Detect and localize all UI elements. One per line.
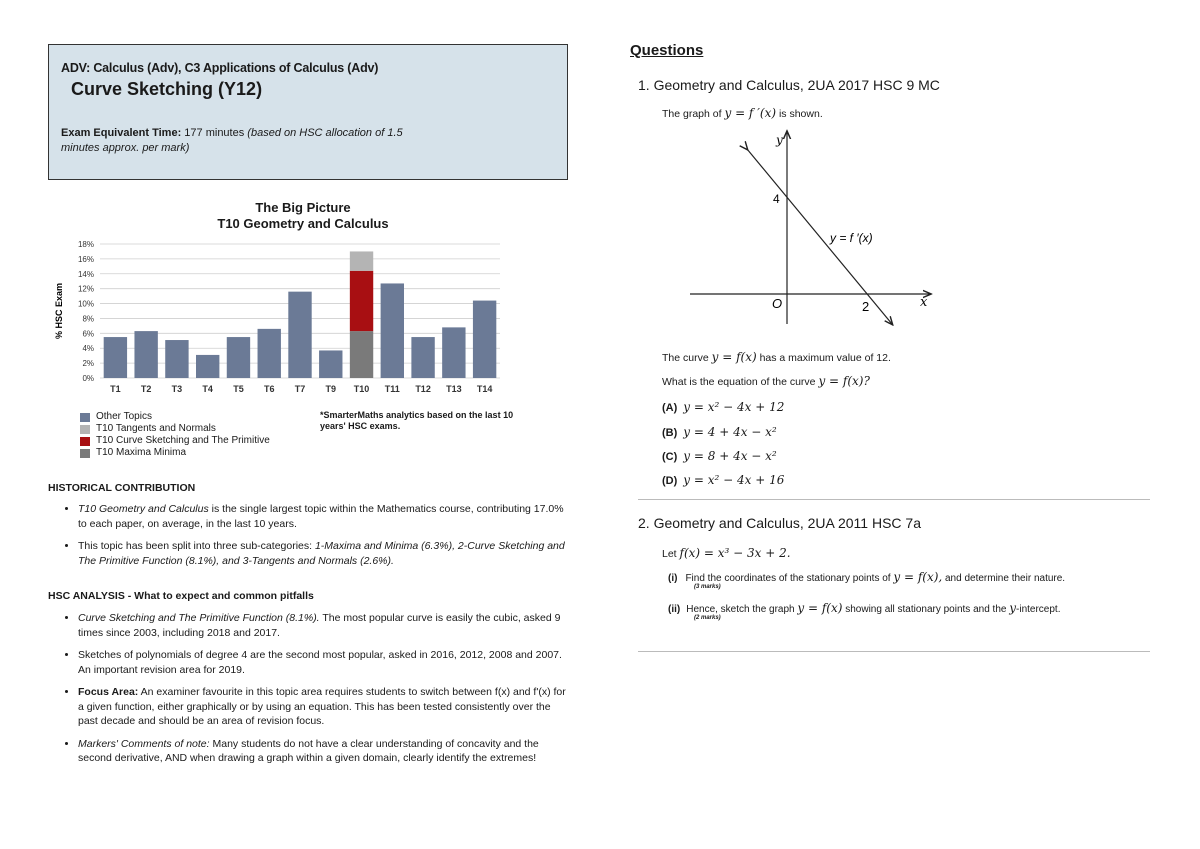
markers-comments-label: Markers' Comments of note: xyxy=(78,737,210,750)
bar-chart xyxy=(48,236,508,402)
origin-label: O xyxy=(772,296,783,311)
part-marks: (3 marks) xyxy=(694,584,721,590)
x-intercept-label: 2 xyxy=(862,299,870,314)
q1-graph xyxy=(680,124,940,334)
bar-t1 xyxy=(104,337,127,378)
bar-t3 xyxy=(165,340,188,378)
bar-t10 xyxy=(350,331,373,378)
part-text-end: -intercept. xyxy=(1016,604,1061,615)
part-text-mid: showing all stationary points and the xyxy=(845,604,1007,615)
legend-label: Other Topics xyxy=(96,411,152,422)
q2-part-i xyxy=(668,570,1148,590)
legend-item xyxy=(80,423,270,435)
y-axis-label: y xyxy=(776,133,783,147)
bar-t5 xyxy=(227,337,250,378)
legend-label: T10 Tangents and Normals xyxy=(96,423,216,434)
analysis-list xyxy=(62,611,568,774)
q1-text-2 xyxy=(662,374,870,388)
q2-part-ii xyxy=(668,601,1148,621)
legend-item xyxy=(80,411,270,423)
q2-title: 2. Geometry and Calculus, 2UA 2011 HSC 7a xyxy=(638,515,922,531)
list-item-text: Sketches of polynomials of degree 4 are the second most popular, asked in 2016, 2012, 2008 and 2007. An important revision area for 2019. xyxy=(78,649,562,676)
y-tick-label: 18% xyxy=(77,240,94,249)
legend-swatch xyxy=(80,437,90,446)
q1-text-1-b: has a maximum value of 12. xyxy=(759,352,891,364)
q1-text-1-math: y = f(x) xyxy=(711,350,757,364)
q1-text-2-math: y = f(x)? xyxy=(818,374,870,388)
q1-intro-math: y = f ′(x) xyxy=(724,106,777,120)
list-item-text: An examiner favourite in this topic area requires students to switch between f(x) and f'(x) for a given function, either graphically or by using an equation. This has been tested consistently over the past decade and should be an area of revision focus. xyxy=(78,686,566,727)
list-item-text: Many students do not have a clear understanding of concavity and the second derivative, AND when drawing a graph within a given domain, clearly identify the extremes! xyxy=(78,737,539,764)
option-expr: y = 4 + 4x − x² xyxy=(683,425,777,439)
part-label: (ii) xyxy=(668,604,681,615)
chart-title xyxy=(48,200,558,232)
exam-time xyxy=(61,126,441,156)
chart-legend xyxy=(80,411,270,459)
y-tick-label: 12% xyxy=(77,284,94,294)
x-tick-label: T13 xyxy=(446,384,462,394)
exam-time-value: 177 minutes xyxy=(184,127,245,139)
bar-t10 xyxy=(350,271,373,331)
subcategory-list: 1-Maxima and Minima (6.3%), 2-Curve Sketching and The Primitive Function (8.1%), and 3-Tangents and Normals (2.6%). xyxy=(78,540,565,567)
header-box xyxy=(48,44,568,180)
q1-text-1-a: The curve xyxy=(662,352,709,364)
q1-title: 1. Geometry and Calculus, 2UA 2017 HSC 9 MC xyxy=(638,77,940,93)
part-text-end: and determine their nature. xyxy=(945,573,1066,584)
x-tick-label: T2 xyxy=(140,384,152,394)
bar-t9 xyxy=(319,350,342,378)
option-label: (D) xyxy=(662,475,678,487)
topic-name: Curve Sketching and The Primitive Function (8.1%). xyxy=(78,612,320,624)
part-label: (i) xyxy=(668,573,678,584)
option-d[interactable] xyxy=(662,473,784,487)
q1-text-1 xyxy=(662,350,891,364)
x-tick-label: T1 xyxy=(110,384,121,394)
bar-t10 xyxy=(350,251,373,270)
q2-let-text: Let xyxy=(662,548,677,560)
legend-swatch xyxy=(80,425,90,434)
question-divider xyxy=(638,651,1150,652)
q1-intro-text-end: is shown. xyxy=(778,108,823,120)
y-tick-label: 2% xyxy=(82,359,94,369)
option-c[interactable] xyxy=(662,449,777,463)
list-item xyxy=(78,685,568,729)
focus-area-label: Focus Area: xyxy=(78,686,139,698)
x-tick-label: T5 xyxy=(233,384,244,394)
bar-t12 xyxy=(411,337,434,378)
bar-t4 xyxy=(196,355,219,378)
historical-heading: HISTORICAL CONTRIBUTION xyxy=(48,482,196,494)
x-tick-label: T3 xyxy=(171,384,183,394)
x-tick-label: T12 xyxy=(415,384,431,394)
x-tick-label: T10 xyxy=(353,384,370,394)
legend-swatch xyxy=(80,449,90,458)
legend-item xyxy=(80,447,270,459)
q2-let-math: f(x) = x³ − 3x + 2. xyxy=(679,546,791,560)
questions-heading: Questions xyxy=(630,42,704,59)
list-item-text: This topic has been split into three sub-categories: xyxy=(78,540,315,552)
page-title: Curve Sketching (Y12) xyxy=(71,79,263,99)
bar-t6 xyxy=(258,329,281,378)
topic-name: T10 Geometry and Calculus xyxy=(78,503,209,515)
chart-footnote: *SmarterMaths analytics based on the last 10 years' HSC exams. xyxy=(320,410,514,431)
y-intercept-label: 4 xyxy=(773,192,780,206)
list-item-text: is the single largest topic within the Mathematics course, contributing 17.0% to each paper, on average, in the last 10 years. xyxy=(78,503,564,530)
option-a[interactable] xyxy=(662,400,784,414)
analysis-heading: HSC ANALYSIS - What to expect and common pitfalls xyxy=(48,590,314,602)
q1-intro xyxy=(662,106,823,120)
option-label: (C) xyxy=(662,451,678,463)
list-item xyxy=(78,737,568,766)
exam-time-label: Exam Equivalent Time: xyxy=(61,127,182,139)
x-axis-label: x xyxy=(920,295,928,310)
x-tick-label: T11 xyxy=(384,384,400,394)
option-label: (B) xyxy=(662,427,678,439)
q2-let xyxy=(662,546,791,560)
historical-list xyxy=(62,502,568,576)
curve-label: y = f ′(x) xyxy=(830,231,873,245)
y-tick-label: 4% xyxy=(82,344,94,354)
y-tick-label: 0% xyxy=(82,374,94,383)
y-tick-label: 8% xyxy=(82,314,94,324)
y-tick-label: 6% xyxy=(82,329,94,339)
part-text: Hence, sketch the graph xyxy=(686,604,795,615)
part-math: y = f(x) xyxy=(797,601,843,615)
bar-t14 xyxy=(473,301,496,378)
legend-item xyxy=(80,435,270,447)
part-math-2: y xyxy=(1009,601,1017,615)
x-tick-label: T6 xyxy=(263,384,275,394)
x-tick-label: T7 xyxy=(294,384,306,394)
option-expr: y = x² − 4x + 16 xyxy=(683,473,785,487)
bar-t13 xyxy=(442,327,465,378)
y-tick-label: 14% xyxy=(77,269,94,279)
q1-text-2-a: What is the equation of the curve xyxy=(662,376,816,388)
x-tick-label: T9 xyxy=(325,384,337,394)
part-marks: (2 marks) xyxy=(694,615,721,621)
y-tick-label: 10% xyxy=(77,299,94,309)
question-divider xyxy=(638,499,1150,500)
legend-label: T10 Maxima Minima xyxy=(96,447,187,458)
option-label: (A) xyxy=(662,402,678,414)
chart-title-line-1: The Big Picture xyxy=(255,200,351,215)
part-math: y = f(x), xyxy=(893,570,943,584)
list-item xyxy=(78,502,568,531)
option-b[interactable] xyxy=(662,425,777,439)
exam-time-note: (based on HSC allocation of 1.5 minutes approx. per mark) xyxy=(61,127,403,154)
q1-intro-text: The graph of xyxy=(662,108,722,120)
course-path: ADV: Calculus (Adv), C3 Applications of Calculus (Adv) xyxy=(61,61,379,75)
list-item xyxy=(78,611,568,640)
y-tick-label: 16% xyxy=(77,254,94,264)
x-tick-label: T14 xyxy=(476,384,493,394)
bar-t7 xyxy=(288,292,311,378)
option-expr: y = 8 + 4x − x² xyxy=(683,449,777,463)
part-text: Find the coordinates of the stationary points of xyxy=(685,573,891,584)
y-axis-title: % HSC Exam xyxy=(54,282,64,340)
chart-title-line-2: T10 Geometry and Calculus xyxy=(217,216,389,231)
legend-label: T10 Curve Sketching and The Primitive xyxy=(96,435,270,446)
bar-t2 xyxy=(134,331,157,378)
list-item xyxy=(78,539,568,568)
list-item xyxy=(78,648,568,677)
option-expr: y = x² − 4x + 12 xyxy=(683,400,785,414)
bar-t11 xyxy=(381,283,404,378)
x-tick-label: T4 xyxy=(202,384,213,394)
list-item-text: The most popular curve is easily the cubic, asked 9 times since 2003, including 2018 and 2017. xyxy=(78,612,561,639)
legend-swatch xyxy=(80,413,90,422)
